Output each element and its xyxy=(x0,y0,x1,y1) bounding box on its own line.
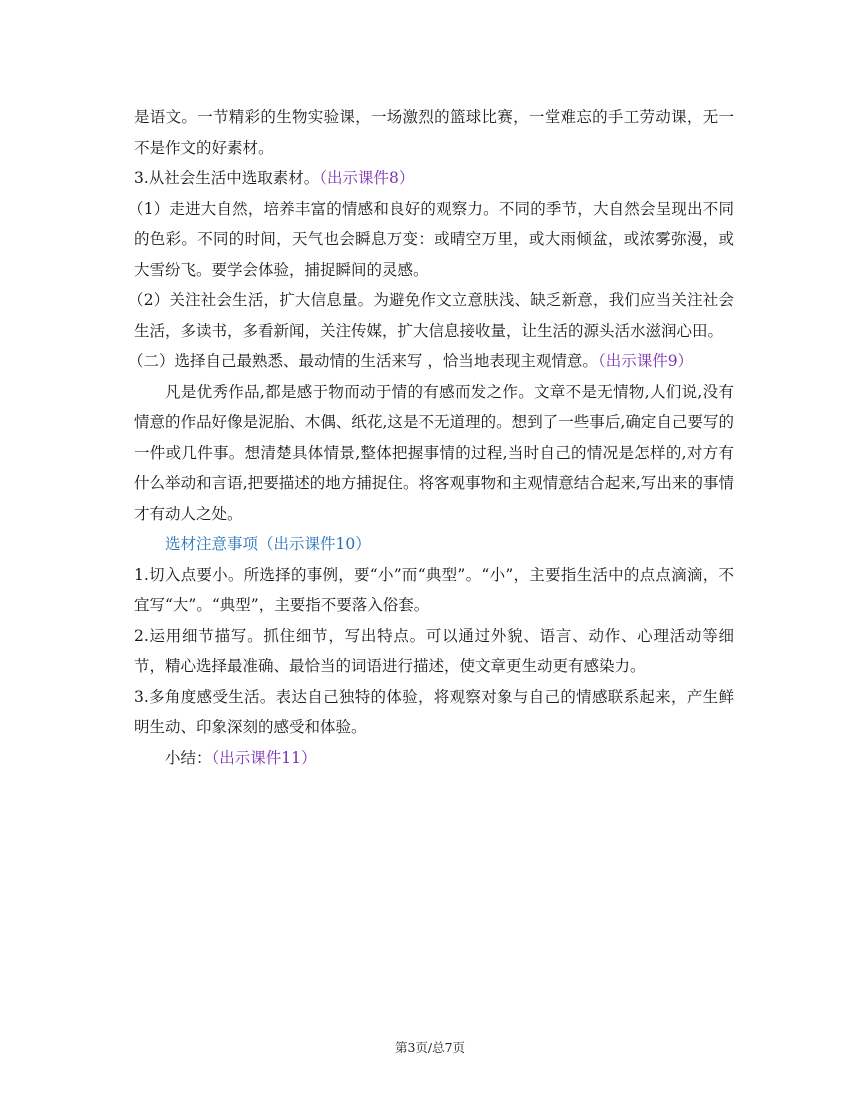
paragraph-text: （2）关注社会生活，扩大信息量。为避免作文立意肤浅、缺乏新意，我们应当关注社会生活，多读书，多看新闻，关注传媒，扩大信息接收量，让生活的源头活水滋润心田。 xyxy=(128,291,734,340)
courseware-cue-8: （出示课件8） xyxy=(319,169,415,187)
page-body xyxy=(128,102,734,773)
subheading-selection-notes xyxy=(134,529,734,560)
paragraph-text: 3.从社会生活中选取素材。 xyxy=(134,169,320,187)
courseware-cue-11: （出示课件11） xyxy=(211,748,317,767)
courseware-cue-9: （出示课件9） xyxy=(597,352,694,370)
paragraph-text: 是语文。一节精彩的生物实验课，一场激烈的篮球比赛，一堂难忘的手工劳动课，无一不是作文的好素材。 xyxy=(134,108,734,157)
courseware-cue-10: （出示课件10） xyxy=(258,535,371,553)
section-heading-text: （二）选择自己最熟悉、最动情的生活来写 ，恰当地表现主观情意。 xyxy=(128,352,598,370)
list-item-text: 3.多角度感受生活。表达自己独特的体验，将观察对象与自己的情感联系起来，产生鲜明生动、印象深刻的感受和体验。 xyxy=(134,687,734,736)
paragraph-social-life-heading xyxy=(134,163,734,194)
paragraph-nature xyxy=(128,194,734,286)
summary-line xyxy=(134,743,734,774)
page-number: 第3页/总7页 xyxy=(394,1040,466,1055)
page-footer xyxy=(0,1038,860,1056)
paragraph-society xyxy=(128,285,734,346)
summary-label: 小结： xyxy=(165,748,212,767)
paragraph-text: 凡是优秀作品,都是感于物而动于情的有感而发之作。文章不是无情物,人们说,没有情意的作品好像是泥胎、木偶、纸花,这是不无道理的。想到了一些事后,确定自己要写的一件或几件事。想清楚具体情景,整体把握事情的过程,当时自己的情况是怎样的,对方有什么举动和言语,把要描述的地方捕捉住。将客观事物和主观情意结合起来,写出来的事情才有动人之处。 xyxy=(134,382,734,523)
list-item-text: 2.运用细节描写。抓住细节，写出特点。可以通过外貌、语言、动作、心理活动等细节，精心选择最准确、最恰当的词语进行描述，使文章更生动更有感染力。 xyxy=(134,626,734,675)
paragraph-emotion xyxy=(134,377,734,530)
list-item-entry-point xyxy=(134,560,734,621)
list-item-details xyxy=(134,621,734,682)
paragraph-text: （1）走进大自然，培养丰富的情感和良好的观察力。不同的季节，大自然会呈现出不同的色彩。不同的时间，天气也会瞬息万变：或晴空万里，或大雨倾盆，或浓雾弥漫，或大雪纷飞。要学会体验，捕捉瞬间的灵感。 xyxy=(128,199,734,279)
subheading-text: 选材注意事项 xyxy=(165,535,259,553)
list-item-perspectives xyxy=(134,682,734,743)
section-heading-two xyxy=(128,346,734,377)
paragraph-school-life xyxy=(134,102,734,163)
list-item-text: 1.切入点要小。所选择的事例，要“小”而“典型”。“小”，主要指生活中的点点滴滴，不宜写“大”。“典型”，主要指不要落入俗套。 xyxy=(134,565,734,614)
